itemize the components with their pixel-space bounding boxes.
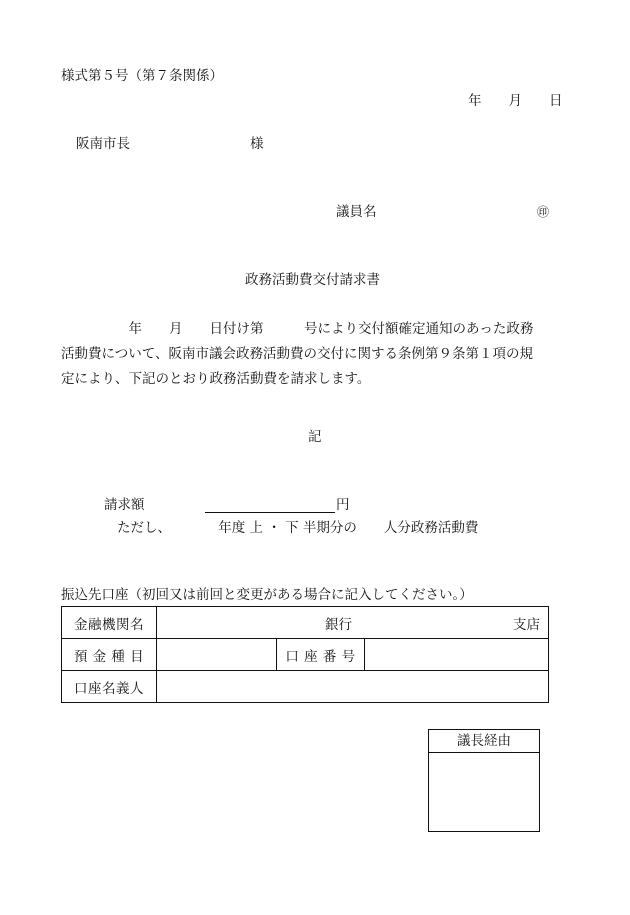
form-number: 様式第５号（第７条関係） (61, 68, 223, 84)
deposit-type-label: 預 金 種 目 (62, 639, 157, 671)
amount-label: 請求額 (104, 497, 145, 513)
ki-heading: 記 (308, 429, 322, 445)
table-row (62, 607, 549, 639)
document-title: 政務活動費交付請求書 (245, 272, 380, 288)
table-row (62, 639, 549, 671)
stamp-area[interactable] (429, 753, 539, 831)
body-line: 年 月 日付け第 号により交付額確定通知のあった政務 (61, 321, 534, 337)
account-number-field[interactable] (365, 639, 549, 671)
applicant-label: 議員名 (336, 204, 377, 220)
account-holder-field[interactable] (157, 671, 549, 703)
chairman-stamp-box (428, 729, 540, 832)
proviso-line: ただし、 年度 上 ・ 下 半期分の 人分政務活動費 (117, 520, 479, 536)
seal-icon: ㊞ (537, 205, 550, 219)
deposit-type-field[interactable] (157, 639, 277, 671)
table-row (62, 671, 549, 703)
body-line: 定により、下記のとおり政務活動費を請求します。 (61, 371, 371, 387)
bank-heading: 振込先口座（初回又は前回と変更がある場合に記入してください。） (61, 587, 473, 603)
addressee-name: 阪南市長 (76, 136, 130, 152)
branch-suffix: 支店 (513, 616, 540, 633)
bank-suffix: 銀行 (325, 616, 352, 633)
institution-field[interactable] (157, 607, 549, 639)
yen-unit: 円 (336, 497, 350, 513)
stamp-box-label: 議長経由 (429, 730, 539, 753)
date-line: 年 月 日 (468, 93, 563, 109)
bank-account-table (61, 606, 549, 703)
account-holder-label: 口座名義人 (62, 671, 157, 703)
body-paragraph (61, 317, 561, 392)
account-number-label: 口 座 番 号 (277, 639, 365, 671)
institution-label: 金融機関名 (62, 607, 157, 639)
addressee-honorific: 様 (250, 136, 264, 152)
amount-field[interactable] (205, 496, 335, 513)
body-line: 活動費について、阪南市議会政務活動費の交付に関する条例第９条第１項の規 (61, 346, 533, 362)
